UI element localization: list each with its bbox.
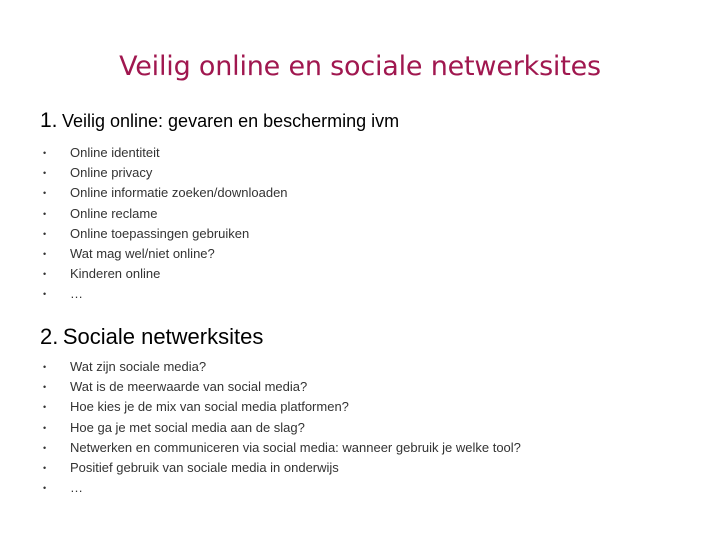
bullet-icon: • [43,462,47,473]
list-item [40,357,710,377]
list-item-label: Wat is de meerwaarde van social media? [70,379,308,395]
bullet-icon: • [43,382,47,393]
list-item [40,163,710,183]
bullet-list [40,143,710,305]
section-number: 1. [40,109,58,132]
list-item [40,204,710,224]
list-item-label: Online reclame [70,205,158,221]
list-item [40,377,710,397]
list-item-label: Wat mag wel/niet online? [70,245,215,261]
bullet-icon: • [43,269,47,280]
bullet-icon: • [43,168,47,179]
bullet-icon: • [43,228,47,239]
bullet-icon: • [43,289,47,300]
bullet-icon: • [43,442,47,453]
list-item-label: … [70,480,83,496]
list-item [40,143,710,163]
bullet-icon: • [43,402,47,413]
bullet-list [40,357,710,498]
slide-title: Veilig online en sociale netwerksites [119,51,601,82]
bullet-icon: • [43,208,47,219]
list-item [40,284,710,304]
bullet-icon: • [43,483,47,494]
list-item [40,244,710,264]
list-item [40,418,710,438]
bullet-icon: • [43,148,47,158]
section-heading [40,107,710,135]
list-item [40,397,710,417]
section-heading-text: Sociale netwerksites [62,324,264,349]
list-item-label: Online identiteit [70,145,160,160]
list-item-label: Netwerken en communiceren via social media: wanneer gebruik je welke tool? [70,439,521,455]
section-veilig-online [40,107,710,305]
list-item [40,478,710,498]
section-heading-text: Veilig online: gevaren en bescherming ivm [61,111,400,131]
list-item-label: Hoe kies je de mix van social media platformen? [70,399,349,415]
list-item [40,224,710,244]
list-item-label: … [70,286,83,302]
bullet-icon: • [43,362,47,372]
list-item-label: Online informatie zoeken/downloaden [70,185,288,201]
bullet-icon: • [43,422,47,433]
list-item-label: Wat zijn sociale media? [70,359,207,374]
bullet-icon: • [43,248,47,259]
list-item [40,438,710,458]
list-item-label: Online privacy [70,165,153,181]
bullet-icon: • [43,188,47,199]
list-item [40,458,710,478]
list-item [40,183,710,203]
section-sociale-netwerksites [40,323,710,498]
section-number: 2. [40,324,59,349]
list-item [40,264,710,284]
section-heading [40,323,710,351]
list-item-label: Kinderen online [70,266,161,282]
list-item-label: Hoe ga je met social media aan de slag? [70,419,305,435]
list-item-label: Online toepassingen gebruiken [70,225,250,241]
list-item-label: Positief gebruik van sociale media in onderwijs [70,459,339,475]
